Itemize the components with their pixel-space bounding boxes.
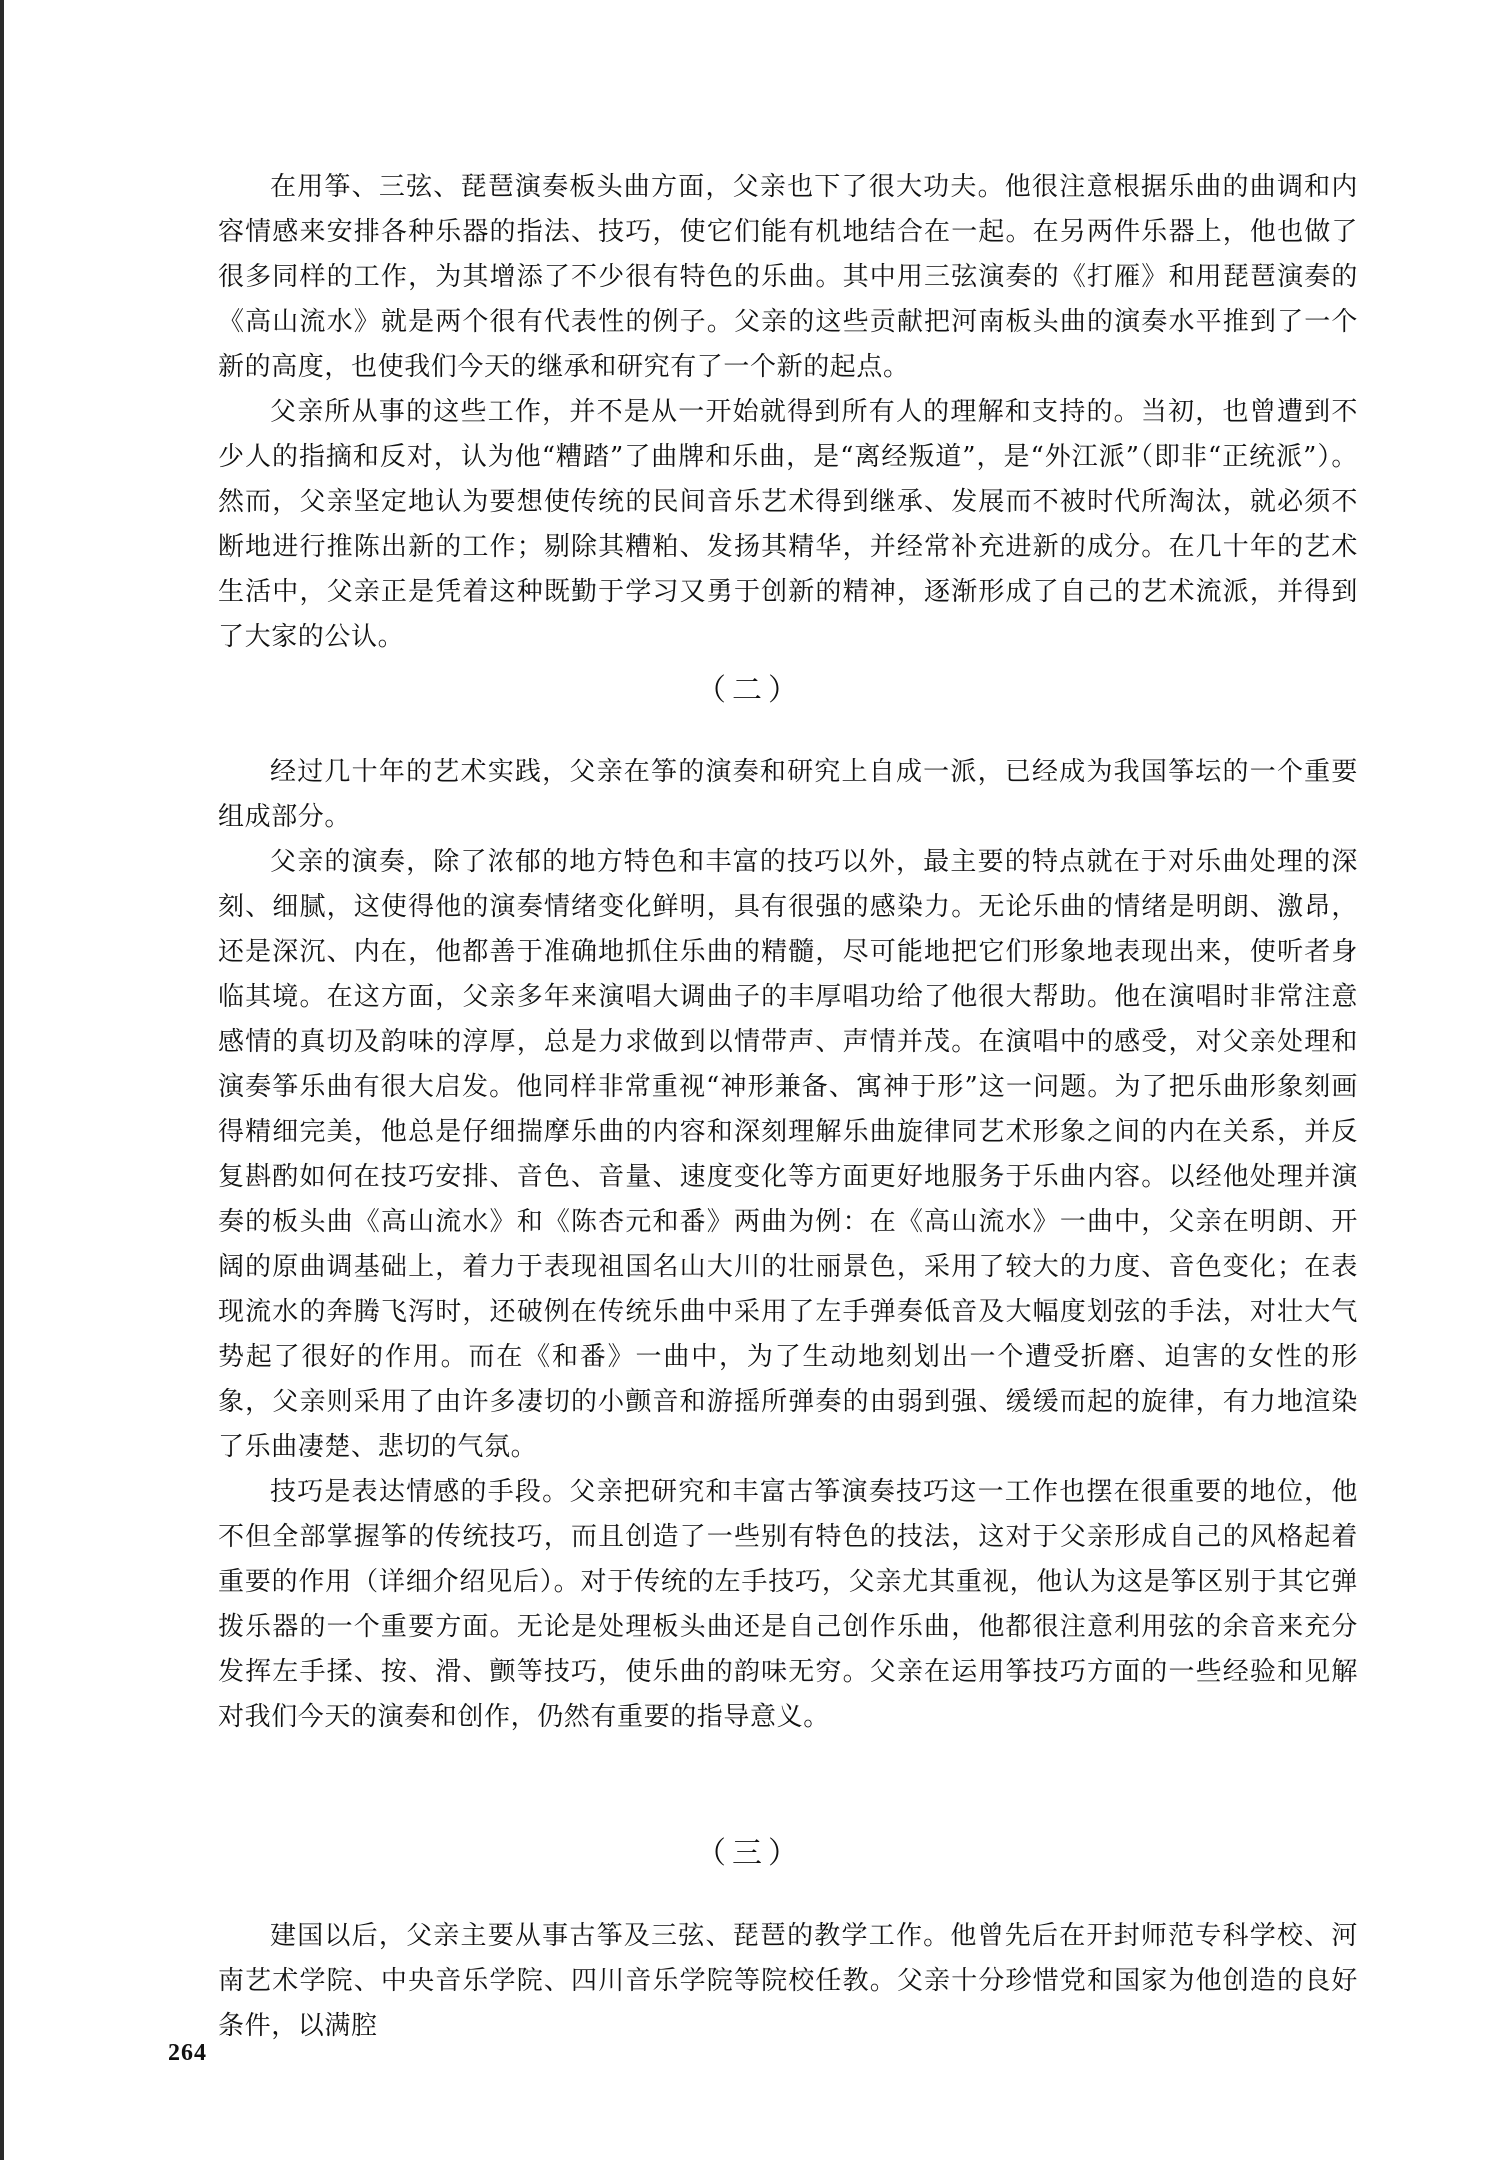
paragraph: 父亲所从事的这些工作，并不是从一开始就得到所有人的理解和支持的。当初，也曾遭到不少人的指摘和反对，认为他“糟踏”了曲牌和乐曲，是“离经叛道”，是“外江派”（即非“正统派”）。然而，父亲坚定地认为要想使传统的民间音乐艺术得到继承、发展而不被时代所淘汰，就必须不断地进行推陈出新的工作；剔除其糟粕、发扬其精华，并经常补充进新的成分。在几十年的艺术生活中，父亲正是凭着这种既勤于学习又勇于创新的精神，逐渐形成了自己的艺术流派，并得到了大家的公认。: [218, 397, 1358, 652]
page-number: 264: [168, 2040, 207, 2066]
paragraph: 在用筝、三弦、琵琶演奏板头曲方面，父亲也下了很大功夫。他很注意根据乐曲的曲调和内容情感来安排各种乐器的指法、技巧，使它们能有机地结合在一起。在另两件乐器上，他也做了很多同样的工作，为其增添了不少很有特色的乐曲。其中用三弦演奏的《打雁》和用琵琶演奏的《高山流水》就是两个很有代表性的例子。父亲的这些贡献把河南板头曲的演奏水平推到了一个新的高度，也使我们今天的继承和研究有了一个新的起点。: [218, 172, 1358, 382]
paragraph: 建国以后，父亲主要从事古筝及三弦、琵琶的教学工作。他曾先后在开封师范专科学校、河南艺术学院、中央音乐学院、四川音乐学院等院校任教。父亲十分珍惜党和国家为他创造的良好条件，以满腔: [218, 1921, 1358, 2041]
section-heading-two: （二）: [696, 673, 804, 708]
section-two-body: [218, 750, 1358, 1740]
paragraph: 经过几十年的艺术实践，父亲在筝的演奏和研究上自成一派，已经成为我国筝坛的一个重要组成部分。: [218, 757, 1358, 832]
section-one-body: [218, 165, 1358, 660]
paragraph: 父亲的演奏，除了浓郁的地方特色和丰富的技巧以外，最主要的特点就在于对乐曲处理的深刻、细腻，这使得他的演奏情绪变化鲜明，具有很强的感染力。无论乐曲的情绪是明朗、激昂，还是深沉、内在，他都善于准确地抓住乐曲的精髓，尽可能地把它们形象地表现出来，使听者身临其境。在这方面，父亲多年来演唱大调曲子的丰厚唱功给了他很大帮助。他在演唱时非常注意感情的真切及韵味的淳厚，总是力求做到以情带声、声情并茂。在演唱中的感受，对父亲处理和演奏筝乐曲有很大启发。他同样非常重视“神形兼备、寓神于形”这一问题。为了把乐曲形象刻画得精细完美，他总是仔细揣摩乐曲的内容和深刻理解乐曲旋律同艺术形象之间的内在关系，并反复斟酌如何在技巧安排、音色、音量、速度变化等方面更好地服务于乐曲内容。以经他处理并演奏的板头曲《高山流水》和《陈杏元和番》两曲为例：在《高山流水》一曲中，父亲在明朗、开阔的原曲调基础上，着力于表现祖国名山大川的壮丽景色，采用了较大的力度、音色变化；在表现流水的奔腾飞泻时，还破例在传统乐曲中采用了左手弹奏低音及大幅度划弦的手法，对壮大气势起了很好的作用。而在《和番》一曲中，为了生动地刻划出一个遭受折磨、迫害的女性的形象，父亲则采用了由许多凄切的小颤音和游摇所弹奏的由弱到强、缓缓而起的旋律，有力地渲染了乐曲凄楚、悲切的气氛。: [218, 847, 1358, 1462]
section-heading-three: （三）: [696, 1836, 804, 1871]
section-three-body: [218, 1914, 1358, 2049]
paragraph: 技巧是表达情感的手段。父亲把研究和丰富古筝演奏技巧这一工作也摆在很重要的地位，他不但全部掌握筝的传统技巧，而且创造了一些别有特色的技法，这对于父亲形成自己的风格起着重要的作用（详细介绍见后）。对于传统的左手技巧，父亲尤其重视，他认为这是筝区别于其它弹拨乐器的一个重要方面。无论是处理板头曲还是自己创作乐曲，他都很注意利用弦的余音来充分发挥左手揉、按、滑、颤等技巧，使乐曲的韵味无穷。父亲在运用筝技巧方面的一些经验和见解对我们今天的演奏和创作，仍然有重要的指导意义。: [218, 1477, 1358, 1732]
